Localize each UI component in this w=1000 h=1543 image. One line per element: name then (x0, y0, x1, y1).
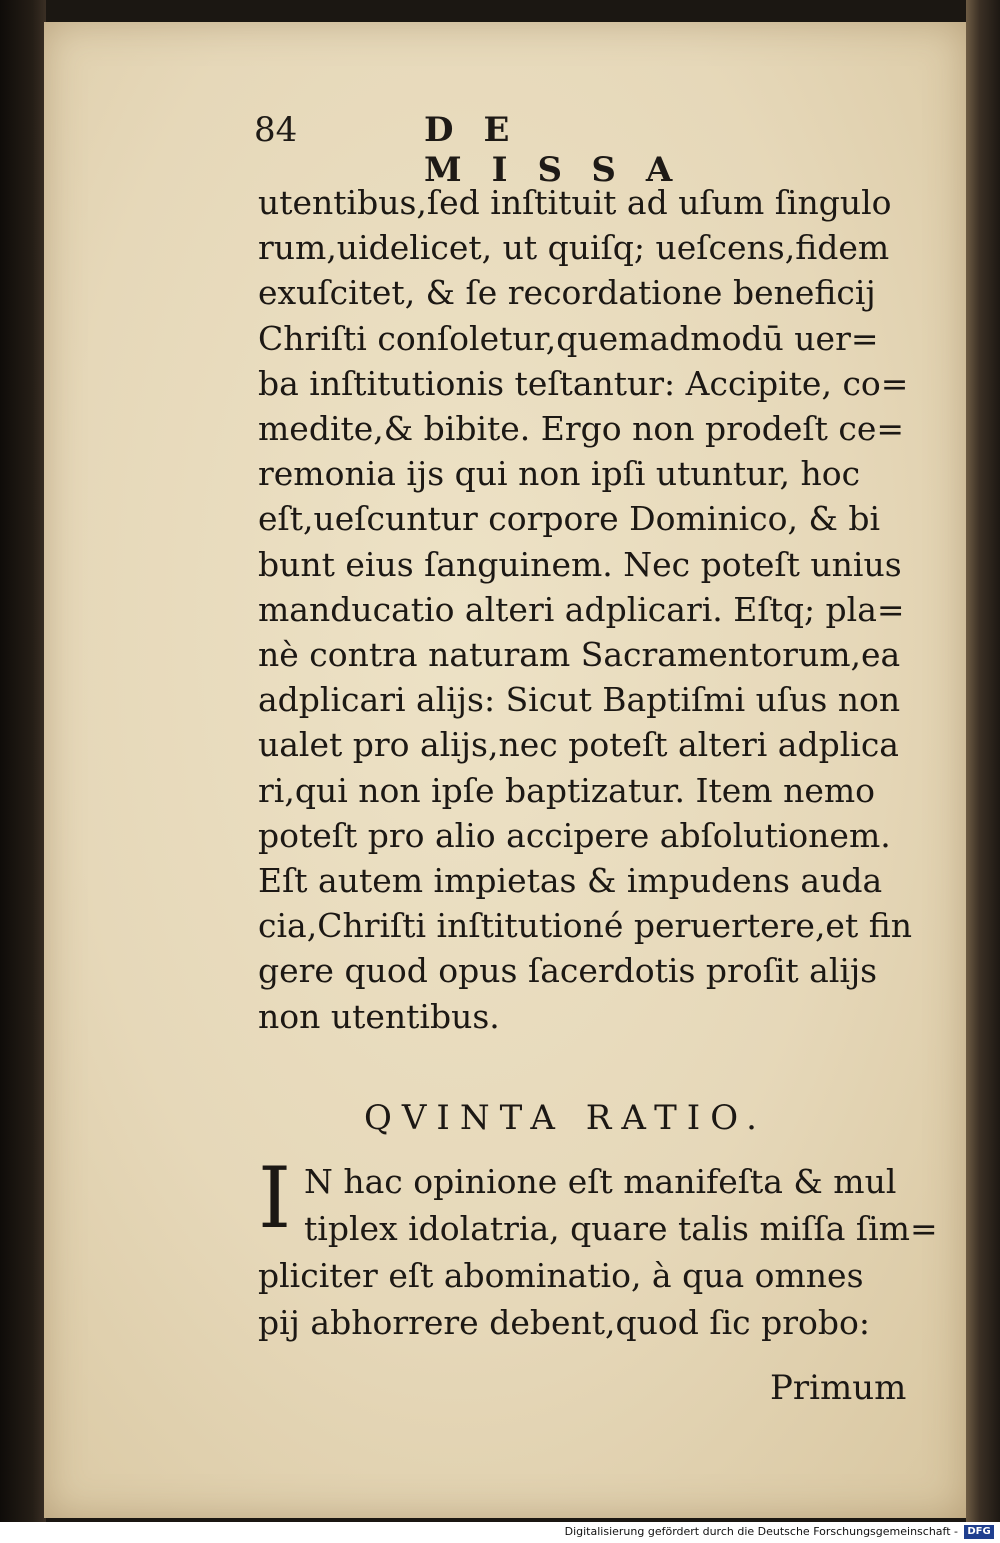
text-line: tiplex idolatria, quare talis miſſa ſim= (304, 1209, 938, 1248)
text-line: nè contra naturam Sacramentorum,ea (258, 635, 901, 675)
text-line: cia,Chriſti inſtitutioné peruertere,et fin (258, 906, 912, 946)
text-line: ualet pro alijs,nec poteſt alteri adplica (258, 725, 899, 765)
text-line: non utentibus. (258, 996, 500, 1036)
book-fore-edge (966, 0, 1000, 1522)
text-line: bunt eius ſanguinem. Nec poteſt unius (258, 544, 902, 584)
dfg-logo: DFG (964, 1525, 994, 1539)
text-line: Chriſti conſoletur,quemadmodū uer= (258, 318, 879, 358)
text-line: ba inſtitutionis teſtantur: Accipite, co= (258, 363, 909, 403)
second-paragraph (258, 1149, 958, 1346)
footer-bar (0, 1522, 1000, 1543)
catchword: Primum (770, 1368, 907, 1408)
funding-credit: Digitalisierung gefördert durch die Deutsche Forschungsgemeinschaft - (564, 1525, 958, 1538)
text-line: eſt,ueſcuntur corpore Dominico, & bi (258, 499, 881, 539)
text-line: manducatio alteri adplicari. Eſtq; pla= (258, 589, 905, 629)
text-line: medite,& bibite. Ergo non prodeſt ce= (258, 409, 905, 449)
text-line: gere quod opus ſacerdotis proſit alijs (258, 951, 878, 991)
text-line: ri,qui non ipſe baptizatur. Item nemo (258, 770, 876, 810)
text-line: remonia ijs qui non ipſi utuntur, hoc (258, 454, 861, 494)
book-page (44, 22, 966, 1518)
text-line: N hac opinione eſt manifeſta & mul (304, 1162, 897, 1201)
text-line: Eſt autem impietas & impudens auda (258, 861, 883, 901)
drop-initial: I (258, 1149, 292, 1247)
text-line: adplicari alijs: Sicut Baptiſmi uſus non (258, 680, 901, 720)
text-line: exuſcitet, & ſe recordatione beneficij (258, 273, 876, 313)
text-line: pij abhorrere debent,quod ſic probo: (258, 1303, 870, 1342)
section-heading: QVINTA RATIO. (364, 1098, 767, 1138)
text-line: rum,uidelicet, ut quiſq; ueſcens,fidem (258, 228, 890, 268)
text-line: pliciter eſt abominatio, à qua omnes (258, 1256, 864, 1295)
text-line: utentibus,ſed inſtituit ad uſum ſingulo (258, 183, 892, 222)
body-text (258, 180, 958, 1039)
running-title: DE MISSA (424, 110, 703, 190)
running-head (254, 110, 834, 190)
book-spine-edge (0, 0, 46, 1522)
page-number: 84 (254, 110, 298, 150)
text-line: poteſt pro alio accipere abſolutionem. (258, 815, 891, 855)
